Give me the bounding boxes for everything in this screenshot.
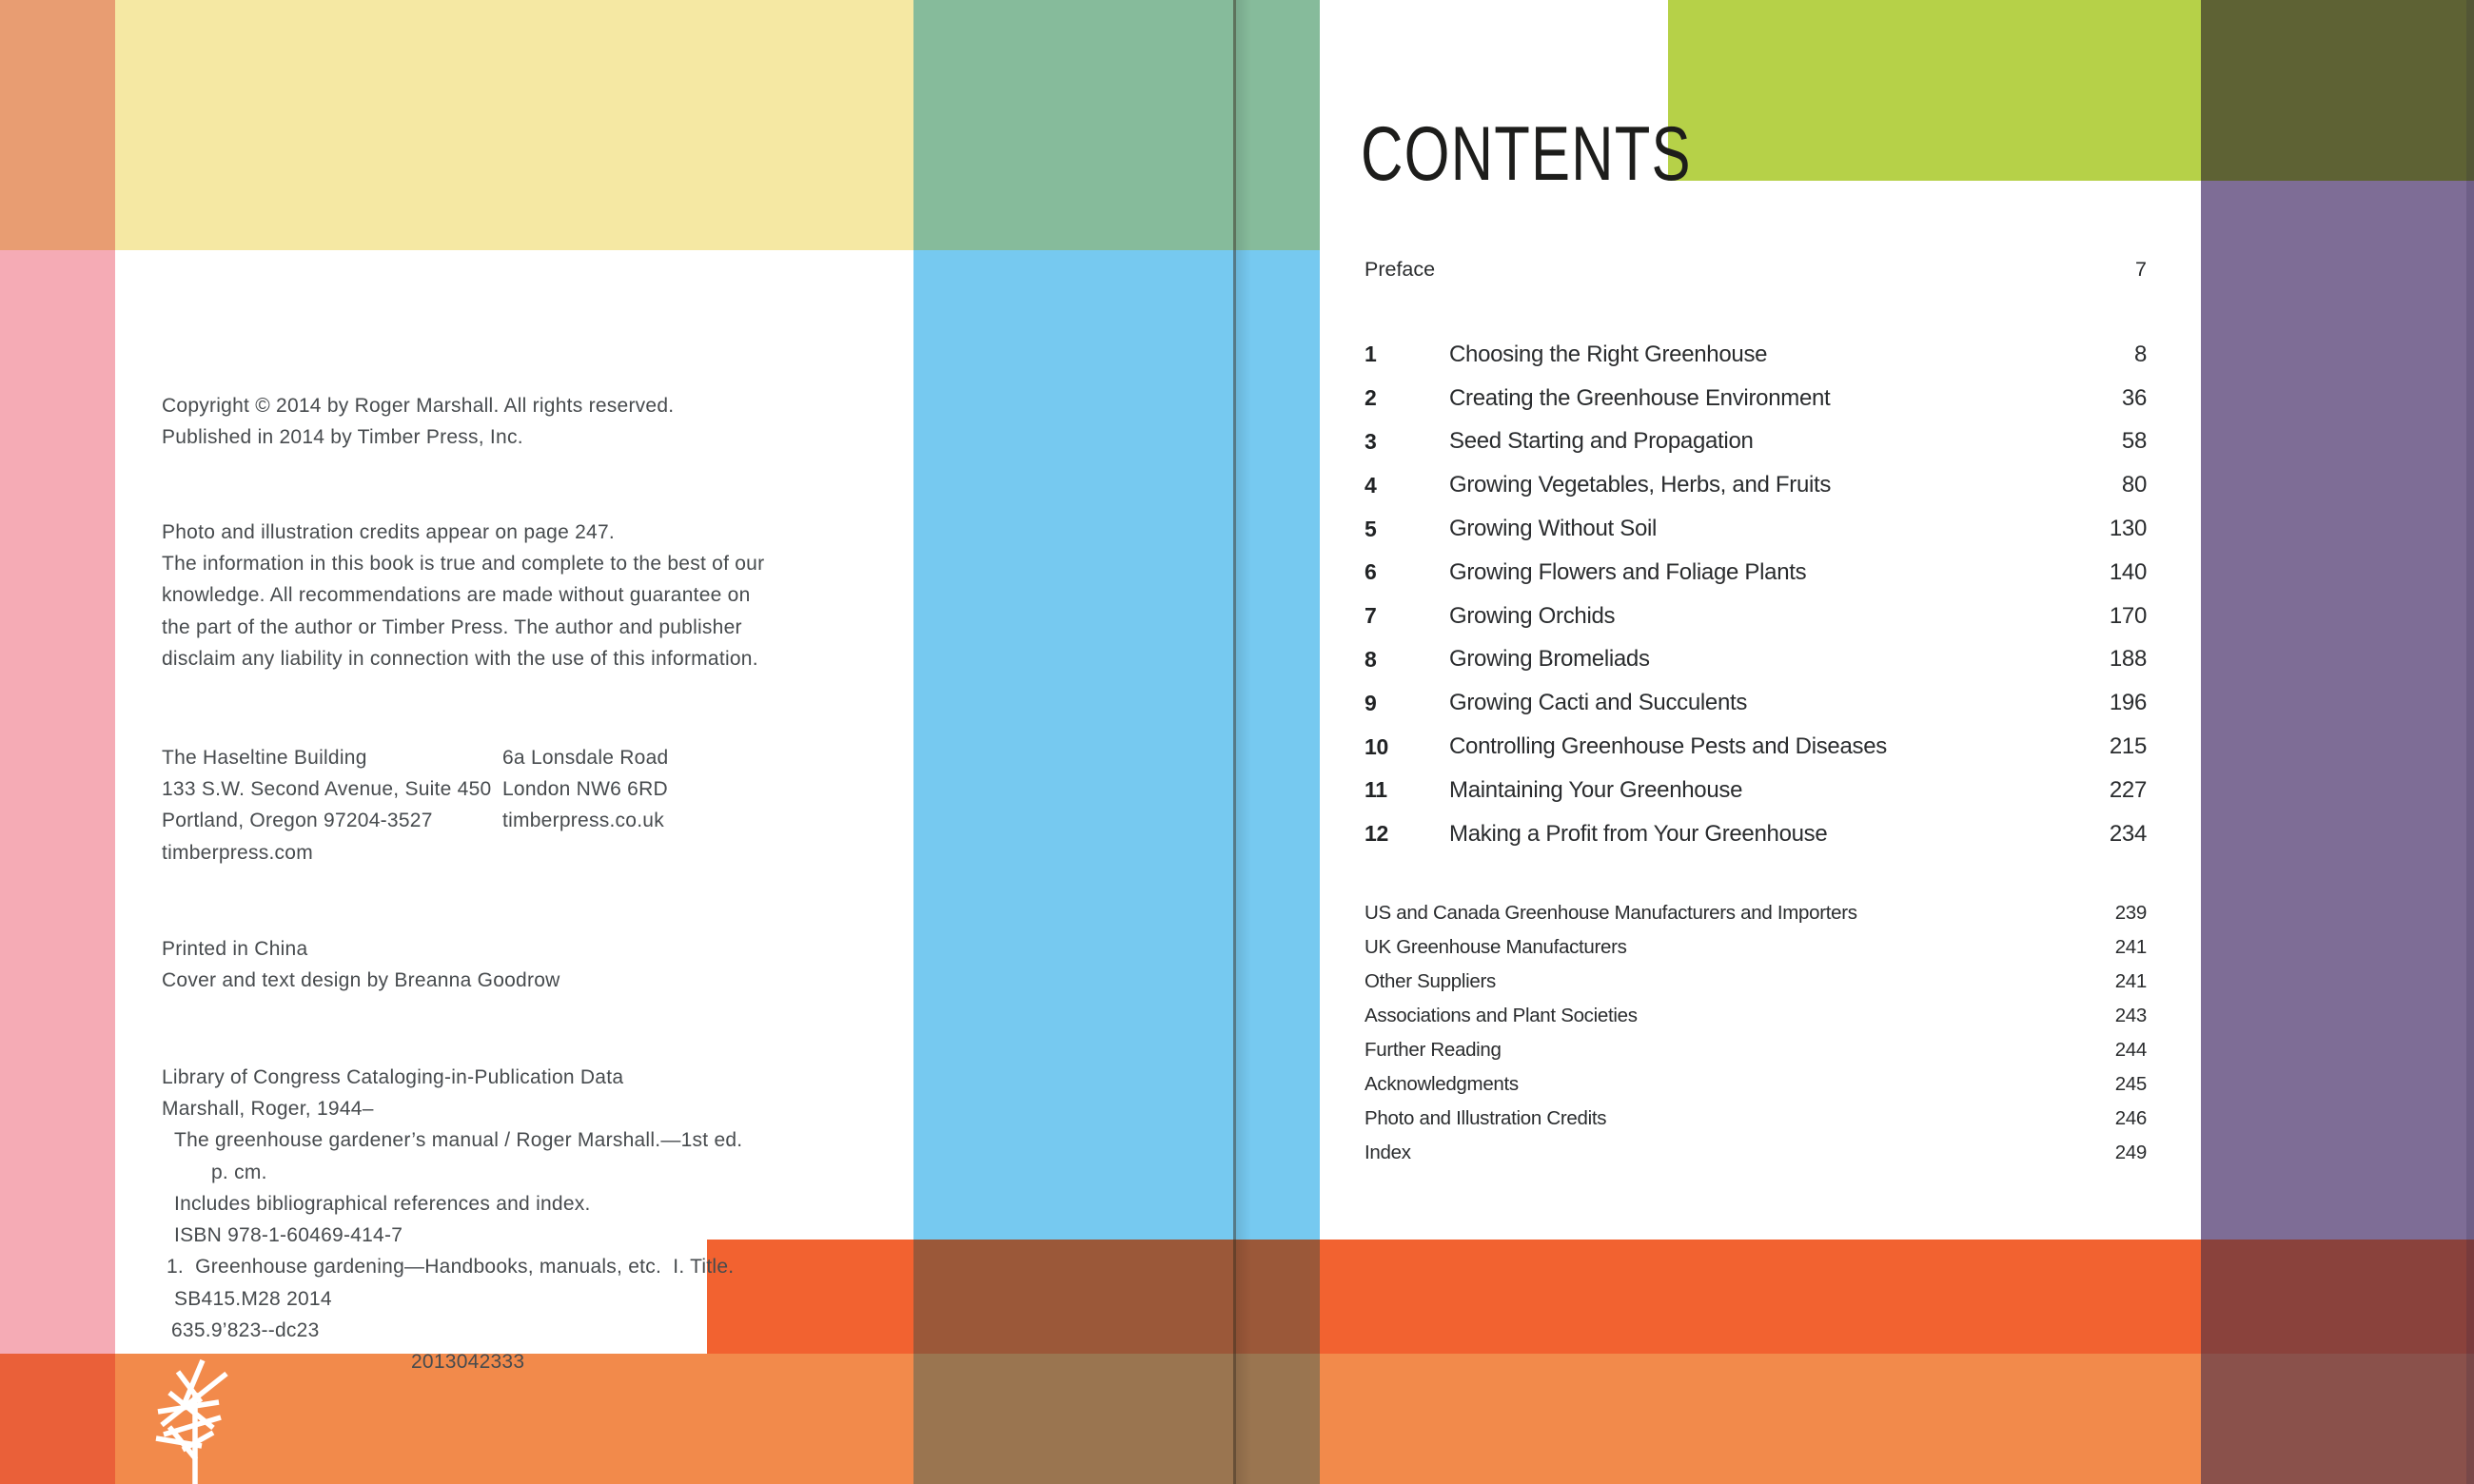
toc-chapter-row bbox=[1365, 769, 2147, 812]
chapter-title: Growing Bromeliads bbox=[1449, 646, 1650, 673]
chapter-number: 11 bbox=[1365, 777, 1387, 803]
preface-label: Preface bbox=[1365, 257, 1436, 281]
back-matter-label: Associations and Plant Societies bbox=[1365, 1005, 1638, 1026]
address-line: The Haseltine Building bbox=[162, 746, 367, 769]
toc-chapter-row bbox=[1365, 681, 2147, 725]
back-matter-page-number: 239 bbox=[2114, 902, 2147, 924]
chapter-title: Making a Profit from Your Greenhouse bbox=[1449, 820, 1828, 847]
back-matter-page-number: 241 bbox=[2114, 936, 2147, 958]
strip-purple bbox=[2201, 181, 2474, 1240]
address-line: London NW6 6RD bbox=[502, 778, 668, 800]
chapter-title: Growing Vegetables, Herbs, and Fruits bbox=[1449, 472, 1832, 498]
toc-chapter-row bbox=[1365, 638, 2147, 682]
block-chartreuse bbox=[1668, 0, 2201, 181]
back-matter-label: Photo and Illustration Credits bbox=[1365, 1107, 1607, 1129]
strip-pink bbox=[0, 250, 115, 1354]
address-line: Portland, Oregon 97204-3527 bbox=[162, 810, 433, 832]
strip-purple-over-deep-orange bbox=[2201, 1240, 2474, 1354]
toc-chapter-row bbox=[1365, 551, 2147, 595]
chapter-page-number: 234 bbox=[2109, 820, 2147, 847]
block-sage bbox=[913, 0, 1320, 250]
disclaimer-block bbox=[162, 421, 764, 674]
publisher-address-uk bbox=[502, 647, 668, 837]
chapter-title: Seed Starting and Propagation bbox=[1449, 428, 1754, 455]
strip-purple-over-light-orange bbox=[2201, 1354, 2474, 1484]
disclaimer-line: knowledge. All recommendations are made without guarantee on bbox=[162, 584, 751, 607]
toc-preface-row bbox=[1365, 255, 2147, 283]
toc-back-matter-row bbox=[1365, 930, 2147, 965]
toc-back-matter-row bbox=[1365, 1136, 2147, 1170]
disclaimer-line: disclaim any liability in connection with the use of this information. bbox=[162, 647, 758, 670]
toc-chapter-row bbox=[1365, 377, 2147, 420]
chapter-title: Growing Flowers and Foliage Plants bbox=[1449, 558, 1807, 585]
cataloging-line: The greenhouse gardener’s manual / Roger Marshall.—1st ed. bbox=[174, 1129, 743, 1152]
chapter-page-number: 8 bbox=[2133, 341, 2147, 367]
chapter-page-number: 170 bbox=[2109, 602, 2147, 629]
back-matter-label: Other Suppliers bbox=[1365, 970, 1496, 992]
cataloging-line: Includes bibliographical references and index. bbox=[174, 1192, 591, 1215]
toc-chapter-list bbox=[1365, 333, 2147, 856]
disclaimer-line: Photo and illustration credits appear on page 247. bbox=[162, 520, 615, 543]
cataloging-block bbox=[162, 967, 742, 1377]
copyright-line: Copyright © 2014 by Roger Marshall. All rights reserved. bbox=[162, 394, 675, 417]
toc-chapter-row bbox=[1365, 420, 2147, 464]
chapter-page-number: 215 bbox=[2109, 733, 2147, 760]
contents-title: CONTENTS bbox=[1361, 111, 1692, 197]
toc-chapter-row bbox=[1365, 507, 2147, 551]
toc-back-matter-row bbox=[1365, 896, 2147, 930]
cataloging-line: Marshall, Roger, 1944– bbox=[162, 1098, 374, 1120]
chapter-page-number: 58 bbox=[2121, 428, 2147, 455]
chapter-title: Creating the Greenhouse Environment bbox=[1449, 384, 1831, 411]
timber-press-tree-logo bbox=[143, 1355, 247, 1484]
disclaimer-line: the part of the author or Timber Press. The author and publisher bbox=[162, 615, 742, 638]
chapter-page-number: 130 bbox=[2109, 516, 2147, 542]
toc-back-matter-row bbox=[1365, 1033, 2147, 1067]
back-matter-page-number: 241 bbox=[2114, 970, 2147, 992]
back-matter-label: US and Canada Greenhouse Manufacturers and Importers bbox=[1365, 902, 1857, 924]
chapter-title: Growing Without Soil bbox=[1449, 516, 1658, 542]
back-matter-page-number: 243 bbox=[2114, 1005, 2147, 1026]
address-line: timberpress.co.uk bbox=[502, 810, 664, 832]
chapter-page-number: 80 bbox=[2121, 472, 2147, 498]
toc-chapter-row bbox=[1365, 333, 2147, 377]
toc-chapter-row bbox=[1365, 725, 2147, 769]
cataloging-line: p. cm. bbox=[211, 1161, 267, 1183]
chapter-number: 12 bbox=[1365, 821, 1388, 847]
chapter-title: Controlling Greenhouse Pests and Diseases bbox=[1449, 733, 1887, 760]
page-right-edge-shadow bbox=[2466, 0, 2474, 1484]
block-olive bbox=[2201, 0, 2474, 181]
chapter-number: 8 bbox=[1365, 646, 1377, 672]
chapter-page-number: 196 bbox=[2109, 690, 2147, 716]
toc-back-matter-list bbox=[1365, 896, 2147, 1170]
address-line: timberpress.com bbox=[162, 841, 313, 864]
chapter-title: Growing Orchids bbox=[1449, 602, 1616, 629]
chapter-title: Choosing the Right Greenhouse bbox=[1449, 341, 1768, 367]
chapter-number: 10 bbox=[1365, 733, 1388, 759]
strip-salmon bbox=[0, 0, 115, 250]
chapter-number: 3 bbox=[1365, 428, 1377, 454]
chapter-page-number: 188 bbox=[2109, 646, 2147, 673]
chapter-number: 6 bbox=[1365, 559, 1377, 585]
cataloging-line: 1. Greenhouse gardening—Handbooks, manuals, etc. I. Title. bbox=[167, 1256, 735, 1279]
chapter-number: 9 bbox=[1365, 690, 1377, 715]
cataloging-line: ISBN 978-1-60469-414-7 bbox=[174, 1224, 403, 1246]
toc-chapter-row bbox=[1365, 463, 2147, 507]
chapter-number: 4 bbox=[1365, 472, 1377, 498]
block-blue bbox=[913, 250, 1320, 1240]
toc-back-matter-row bbox=[1365, 1102, 2147, 1136]
block-yellow bbox=[115, 0, 913, 250]
strip-coral bbox=[0, 1354, 115, 1484]
block-blue-over-light-orange bbox=[913, 1354, 1320, 1484]
back-matter-page-number: 249 bbox=[2114, 1142, 2147, 1163]
chapter-page-number: 140 bbox=[2109, 558, 2147, 585]
toc-back-matter-row bbox=[1365, 1067, 2147, 1102]
back-matter-label: Index bbox=[1365, 1142, 1411, 1163]
toc-back-matter-row bbox=[1365, 965, 2147, 999]
chapter-page-number: 36 bbox=[2121, 384, 2147, 411]
chapter-number: 5 bbox=[1365, 516, 1377, 541]
disclaimer-line: The information in this book is true and complete to the best of our bbox=[162, 553, 765, 575]
chapter-number: 1 bbox=[1365, 342, 1377, 367]
copyright-line: Published in 2014 by Timber Press, Inc. bbox=[162, 426, 523, 448]
preface-page-number: 7 bbox=[2135, 257, 2147, 281]
toc-chapter-row bbox=[1365, 595, 2147, 638]
chapter-number: 2 bbox=[1365, 385, 1377, 411]
toc-back-matter-row bbox=[1365, 999, 2147, 1033]
address-line: 133 S.W. Second Avenue, Suite 450 bbox=[162, 778, 492, 800]
chapter-title: Growing Cacti and Succulents bbox=[1449, 690, 1748, 716]
chapter-page-number: 227 bbox=[2109, 776, 2147, 803]
cataloging-line: Library of Congress Cataloging-in-Publication Data bbox=[162, 1065, 624, 1088]
address-line: 6a Lonsdale Road bbox=[502, 746, 669, 769]
back-matter-label: Acknowledgments bbox=[1365, 1073, 1519, 1095]
back-matter-page-number: 246 bbox=[2114, 1107, 2147, 1129]
cataloging-line: SB415.M28 2014 bbox=[174, 1287, 332, 1310]
back-matter-page-number: 244 bbox=[2114, 1039, 2147, 1061]
publisher-address-us bbox=[162, 647, 491, 869]
back-matter-label: UK Greenhouse Manufacturers bbox=[1365, 936, 1627, 958]
toc-chapter-row bbox=[1365, 812, 2147, 856]
production-line: Cover and text design by Breanna Goodrow bbox=[162, 969, 560, 991]
spine-shadow bbox=[1236, 0, 1251, 1484]
back-matter-page-number: 245 bbox=[2114, 1073, 2147, 1095]
production-line: Printed in China bbox=[162, 937, 308, 960]
cataloging-line: 635.9’823--dc23 bbox=[171, 1318, 320, 1341]
cataloging-line: 2013042333 bbox=[411, 1351, 525, 1373]
chapter-number: 7 bbox=[1365, 603, 1377, 629]
chapter-title: Maintaining Your Greenhouse bbox=[1449, 776, 1743, 803]
back-matter-label: Further Reading bbox=[1365, 1039, 1502, 1061]
block-blue-over-deep-orange bbox=[913, 1240, 1320, 1354]
